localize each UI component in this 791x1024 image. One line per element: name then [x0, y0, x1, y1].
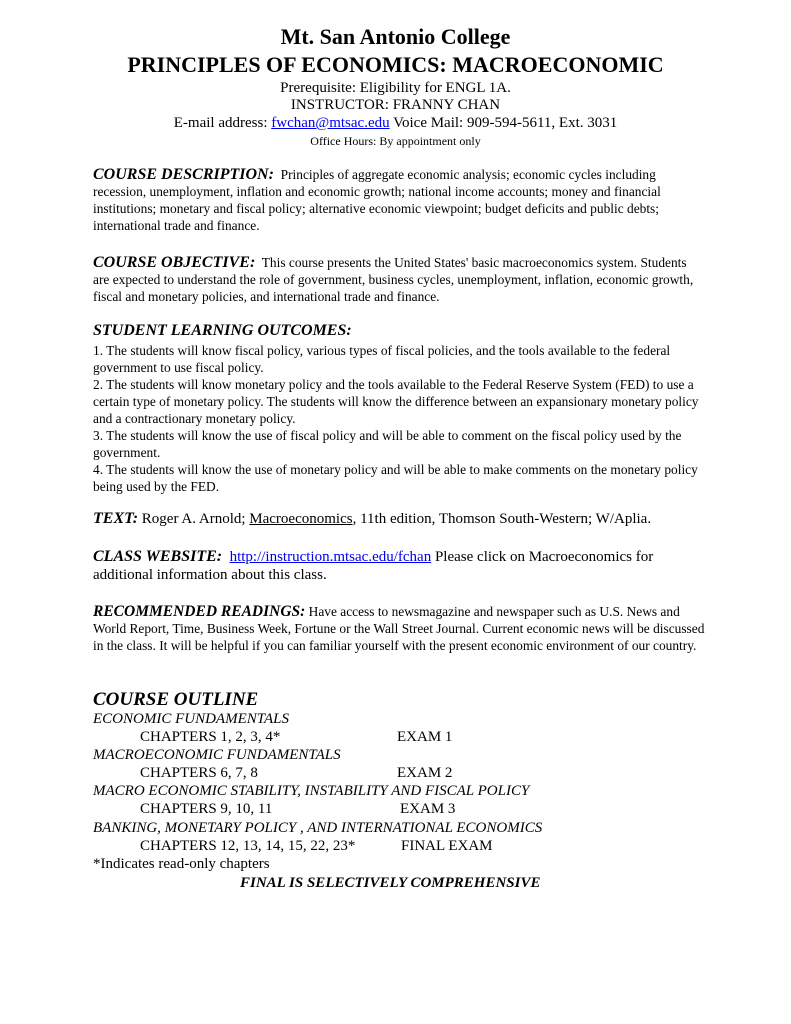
outline-chapters: CHAPTERS 12, 13, 14, 15, 22, 23* [140, 838, 356, 854]
email-link[interactable]: fwchan@mtsac.edu [271, 115, 390, 131]
read-only-note: *Indicates read-only chapters [93, 856, 270, 872]
outline-exam: EXAM 2 [397, 765, 453, 781]
website-link[interactable]: http://instruction.mtsac.edu/fchan [229, 549, 432, 565]
email-label: E-mail address: [173, 115, 272, 131]
textbook [93, 510, 705, 528]
college-name: Mt. San Antonio College [280, 24, 511, 49]
outcome-item: 4. The students will know the use of monetary policy and will be able to make comments on the monetary policy being used by the FED. [93, 462, 698, 494]
readings-text: Have access to newsmagazine and newspaper such as U.S. News and World Report, Time, Business Week, Fortune or the Wall Street Journal. Current economic news will be discussed in the class. It will be helpful if you can familiar yourself with the present economic environment of our country. [93, 604, 705, 653]
outline-heading [93, 689, 258, 711]
outline-unit-title: MACROECONOMIC FUNDAMENTALS [93, 747, 341, 763]
contact-line [0, 115, 791, 132]
text-author: Roger A. Arnold; [138, 511, 250, 527]
outcome-item: 3. The students will know the use of fiscal policy and will be able to comment on the fiscal policy used by the government. [93, 428, 682, 460]
course-objective [93, 254, 705, 305]
outline-chapters: CHAPTERS 9, 10, 11 [140, 801, 273, 817]
outline-heading-text: COURSE OUTLINE [93, 689, 259, 710]
description-heading: COURSE DESCRIPTION: [93, 166, 274, 183]
voicemail: Voice Mail: 909-594-5611, Ext. 3031 [389, 115, 618, 131]
readings-heading: RECOMMENDED READINGS: [93, 603, 306, 620]
outline-chapters: CHAPTERS 6, 7, 8 [140, 765, 258, 781]
outline-exam: EXAM 1 [397, 729, 453, 745]
outcome-item: 1. The students will know fiscal policy, various types of fiscal policies, and the tools available to the federal government to use fiscal policy. [93, 343, 671, 375]
outline-chapters: CHAPTERS 1, 2, 3, 4* [140, 729, 281, 745]
website-heading: CLASS WEBSITE: [93, 548, 223, 565]
outline-unit-title: ECONOMIC FUNDAMENTALS [93, 711, 289, 727]
outcomes-heading [93, 322, 705, 340]
instructor: INSTRUCTOR: FRANNY CHAN [290, 97, 501, 113]
outline-unit-title: BANKING, MONETARY POLICY , AND INTERNATIONAL ECONOMICS [93, 820, 543, 836]
objective-heading: COURSE OBJECTIVE: [93, 254, 256, 271]
outcomes-heading-text: STUDENT LEARNING OUTCOMES: [93, 322, 352, 339]
office-hours: Office Hours: By appointment only [310, 134, 481, 148]
outcome-item: 2. The students will know monetary policy and the tools available to the Federal Reserve System (FED) to use a certain type of monetary policy. The students will know the difference between an expansionary monetary policy and a contractionary monetary policy. [93, 377, 699, 426]
class-website [93, 548, 705, 584]
objective-text: This course presents the United States' basic macroeconomics system. Students are expected to understand the role of government, business cycles, unemployment, inflation, economic growth, fiscal and monetary policies, and international trade and finance. [93, 255, 694, 304]
outline-exam: EXAM 3 [400, 801, 456, 817]
course-description [93, 166, 705, 234]
outline-unit-title: MACRO ECONOMIC STABILITY, INSTABILITY AND FISCAL POLICY [93, 783, 530, 799]
course-title: PRINCIPLES OF ECONOMICS: MACROECONOMIC [127, 52, 664, 77]
description-text: Principles of aggregate economic analysis; economic cycles including recession, unemployment, inflation and economic growth; national income accounts; money and financial institutions; monetary and fiscal policy; alternative economic viewpoint; budget deficits and public debts; international trade and finance. [93, 167, 661, 233]
outcomes-list [93, 342, 705, 495]
prerequisite: Prerequisite: Eligibility for ENGL 1A. [280, 80, 511, 96]
text-book-title: Macroeconomics [249, 511, 353, 527]
text-heading: TEXT: [93, 510, 139, 527]
text-edition: , 11th edition, Thomson South-Western; W/Aplia. [352, 511, 652, 527]
outline-exam: FINAL EXAM [401, 838, 493, 854]
website-text: Please click on Macroeconomics for additional information about this class. [93, 549, 654, 583]
final-note: FINAL IS SELECTIVELY COMPREHENSIVE [240, 875, 541, 891]
recommended-readings [93, 603, 705, 654]
